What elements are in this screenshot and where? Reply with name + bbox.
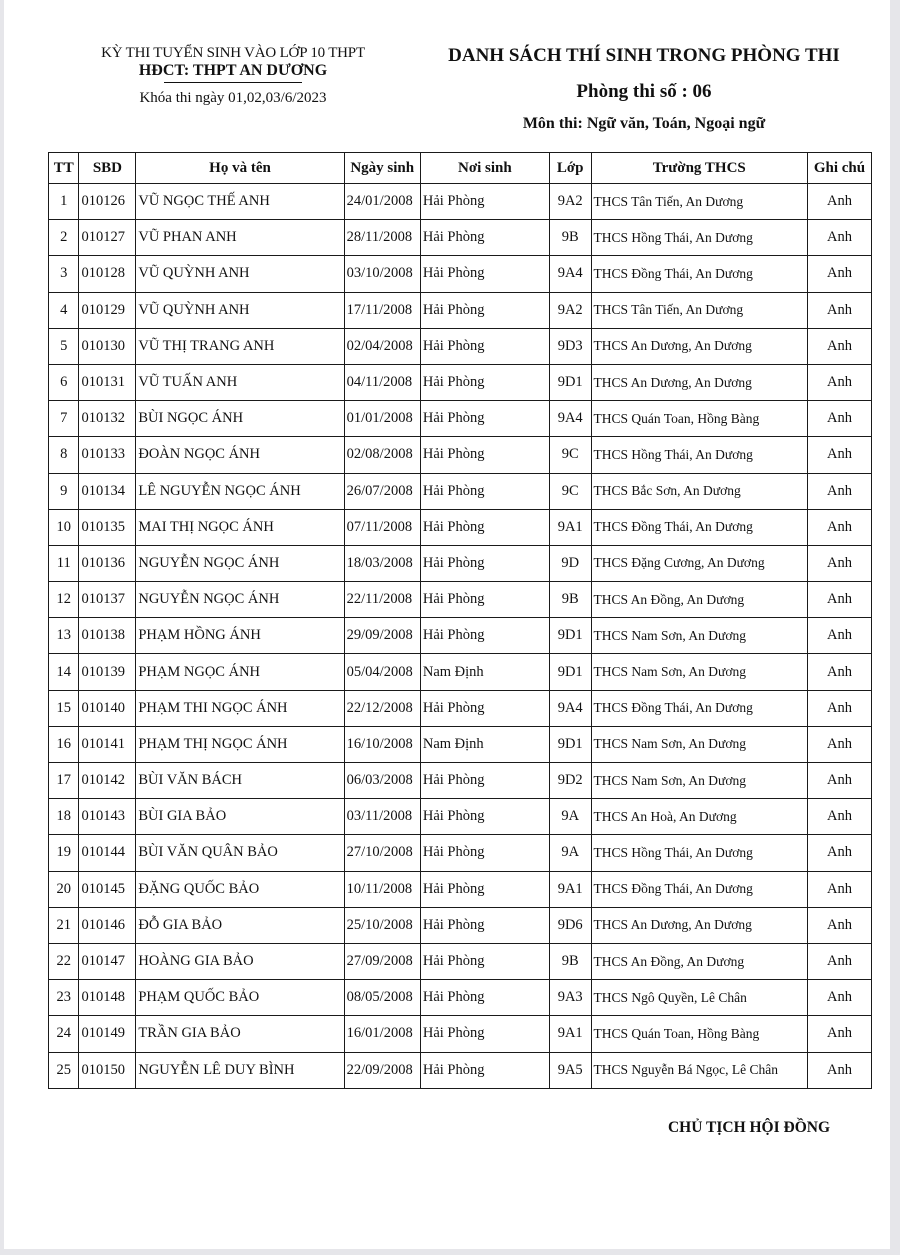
- cell-school: THCS Hồng Thái, An Dương: [591, 220, 807, 256]
- cell-sbd: 010143: [79, 799, 136, 835]
- cell-school: THCS Đồng Thái, An Dương: [591, 690, 807, 726]
- col-header-school: Trường THCS: [591, 153, 807, 184]
- cell-tt: 9: [49, 473, 79, 509]
- cell-school: THCS Nam Sơn, An Dương: [591, 726, 807, 762]
- cell-tt: 3: [49, 256, 79, 292]
- col-header-tt: TT: [49, 153, 79, 184]
- cell-tt: 2: [49, 220, 79, 256]
- cell-class: 9A2: [549, 292, 591, 328]
- cell-pob: Nam Định: [420, 654, 549, 690]
- cell-note: Anh: [807, 364, 871, 400]
- table-row: [49, 184, 872, 220]
- cell-sbd: 010140: [79, 690, 136, 726]
- cell-dob: 08/05/2008: [344, 980, 420, 1016]
- cell-sbd: 010144: [79, 835, 136, 871]
- cell-pob: Hải Phòng: [420, 690, 549, 726]
- cell-note: Anh: [807, 799, 871, 835]
- cell-school: THCS An Dương, An Dương: [591, 907, 807, 943]
- table-row: [49, 907, 872, 943]
- table-row: [49, 726, 872, 762]
- cell-dob: 04/11/2008: [344, 364, 420, 400]
- cell-class: 9A3: [549, 980, 591, 1016]
- cell-tt: 23: [49, 980, 79, 1016]
- cell-school: THCS Tân Tiến, An Dương: [591, 184, 807, 220]
- cell-name: PHẠM HỒNG ÁNH: [136, 618, 344, 654]
- cell-note: Anh: [807, 328, 871, 364]
- cell-tt: 25: [49, 1052, 79, 1088]
- cell-note: Anh: [807, 220, 871, 256]
- cell-name: BÙI VĂN QUÂN BẢO: [136, 835, 344, 871]
- cell-sbd: 010148: [79, 980, 136, 1016]
- cell-sbd: 010132: [79, 401, 136, 437]
- table-row: [49, 582, 872, 618]
- cell-note: Anh: [807, 256, 871, 292]
- cell-note: Anh: [807, 907, 871, 943]
- cell-sbd: 010135: [79, 509, 136, 545]
- exam-title: KỲ THI TUYỂN SINH VÀO LỚP 10 THPT: [101, 45, 365, 61]
- cell-name: LÊ NGUYỄN NGỌC ÁNH: [136, 473, 344, 509]
- cell-pob: Hải Phòng: [420, 835, 549, 871]
- cell-class: 9B: [549, 220, 591, 256]
- exam-dates: Khóa thi ngày 01,02,03/6/2023: [139, 90, 327, 106]
- cell-pob: Hải Phòng: [420, 799, 549, 835]
- table-row: [49, 364, 872, 400]
- cell-name: VŨ QUỲNH ANH: [136, 256, 344, 292]
- cell-tt: 13: [49, 618, 79, 654]
- cell-note: Anh: [807, 871, 871, 907]
- cell-tt: 4: [49, 292, 79, 328]
- cell-class: 9B: [549, 943, 591, 979]
- cell-class: 9A4: [549, 401, 591, 437]
- cell-sbd: 010146: [79, 907, 136, 943]
- cell-pob: Hải Phòng: [420, 871, 549, 907]
- council-name: HĐCT: THPT AN DƯƠNG: [138, 62, 328, 79]
- cell-dob: 10/11/2008: [344, 871, 420, 907]
- cell-class: 9A2: [549, 184, 591, 220]
- cell-dob: 02/04/2008: [344, 328, 420, 364]
- cell-tt: 14: [49, 654, 79, 690]
- cell-name: VŨ QUỲNH ANH: [136, 292, 344, 328]
- cell-dob: 01/01/2008: [344, 401, 420, 437]
- cell-note: Anh: [807, 473, 871, 509]
- cell-dob: 25/10/2008: [344, 907, 420, 943]
- cell-note: Anh: [807, 401, 871, 437]
- cell-tt: 17: [49, 763, 79, 799]
- table-header-row: [49, 153, 872, 184]
- cell-school: THCS Hồng Thái, An Dương: [591, 437, 807, 473]
- cell-tt: 8: [49, 437, 79, 473]
- cell-name: NGUYỄN NGỌC ÁNH: [136, 545, 344, 581]
- cell-sbd: 010141: [79, 726, 136, 762]
- cell-note: Anh: [807, 184, 871, 220]
- cell-sbd: 010139: [79, 654, 136, 690]
- cell-school: THCS An Hoà, An Dương: [591, 799, 807, 835]
- table-row: [49, 1052, 872, 1088]
- cell-tt: 11: [49, 545, 79, 581]
- cell-pob: Hải Phòng: [420, 618, 549, 654]
- cell-name: TRẦN GIA BẢO: [136, 1016, 344, 1052]
- room-number: Phòng thi số : 06: [576, 81, 712, 102]
- table-row: [49, 690, 872, 726]
- cell-school: THCS Đặng Cương, An Dương: [591, 545, 807, 581]
- cell-note: Anh: [807, 1016, 871, 1052]
- cell-note: Anh: [807, 292, 871, 328]
- cell-pob: Hải Phòng: [420, 943, 549, 979]
- cell-pob: Hải Phòng: [420, 292, 549, 328]
- cell-tt: 1: [49, 184, 79, 220]
- cell-note: Anh: [807, 437, 871, 473]
- document-page: [4, 0, 890, 1249]
- cell-sbd: 010150: [79, 1052, 136, 1088]
- cell-dob: 16/01/2008: [344, 1016, 420, 1052]
- table-row: [49, 328, 872, 364]
- cell-school: THCS Nguyễn Bá Ngọc, Lê Chân: [591, 1052, 807, 1088]
- cell-name: ĐẶNG QUỐC BẢO: [136, 871, 344, 907]
- table-row: [49, 763, 872, 799]
- cell-dob: 06/03/2008: [344, 763, 420, 799]
- cell-name: VŨ NGỌC THẾ ANH: [136, 184, 344, 220]
- cell-class: 9D1: [549, 618, 591, 654]
- cell-school: THCS Ngô Quyền, Lê Chân: [591, 980, 807, 1016]
- cell-dob: 22/11/2008: [344, 582, 420, 618]
- header-left: [78, 44, 388, 107]
- cell-pob: Hải Phòng: [420, 473, 549, 509]
- cell-note: Anh: [807, 509, 871, 545]
- cell-class: 9A1: [549, 509, 591, 545]
- cell-class: 9A4: [549, 690, 591, 726]
- cell-tt: 21: [49, 907, 79, 943]
- cell-name: VŨ TUẤN ANH: [136, 364, 344, 400]
- cell-pob: Hải Phòng: [420, 220, 549, 256]
- cell-dob: 18/03/2008: [344, 545, 420, 581]
- cell-class: 9D6: [549, 907, 591, 943]
- document-title: DANH SÁCH THÍ SINH TRONG PHÒNG THI: [448, 45, 840, 66]
- cell-dob: 05/04/2008: [344, 654, 420, 690]
- cell-tt: 24: [49, 1016, 79, 1052]
- col-header-sbd: SBD: [79, 153, 136, 184]
- table-row: [49, 871, 872, 907]
- cell-pob: Hải Phòng: [420, 401, 549, 437]
- col-header-class: Lớp: [549, 153, 591, 184]
- table-row: [49, 654, 872, 690]
- cell-dob: 03/11/2008: [344, 799, 420, 835]
- cell-name: HOÀNG GIA BẢO: [136, 943, 344, 979]
- cell-tt: 10: [49, 509, 79, 545]
- cell-sbd: 010126: [79, 184, 136, 220]
- cell-tt: 6: [49, 364, 79, 400]
- cell-dob: 27/10/2008: [344, 835, 420, 871]
- cell-school: THCS Quán Toan, Hồng Bàng: [591, 401, 807, 437]
- cell-name: ĐỖ GIA BẢO: [136, 907, 344, 943]
- header-right: [404, 44, 884, 134]
- cell-sbd: 010129: [79, 292, 136, 328]
- header-underline: [164, 82, 302, 83]
- col-header-dob: Ngày sinh: [344, 153, 420, 184]
- cell-dob: 26/07/2008: [344, 473, 420, 509]
- signature-title: CHỦ TỊCH HỘI ĐỒNG: [667, 1119, 831, 1136]
- cell-school: THCS Tân Tiến, An Dương: [591, 292, 807, 328]
- cell-class: 9C: [549, 473, 591, 509]
- cell-tt: 5: [49, 328, 79, 364]
- cell-school: THCS Hồng Thái, An Dương: [591, 835, 807, 871]
- table-row: [49, 799, 872, 835]
- cell-sbd: 010134: [79, 473, 136, 509]
- cell-note: Anh: [807, 763, 871, 799]
- table-row: [49, 401, 872, 437]
- cell-sbd: 010133: [79, 437, 136, 473]
- cell-school: THCS Bắc Sơn, An Dương: [591, 473, 807, 509]
- cell-class: 9C: [549, 437, 591, 473]
- cell-dob: 22/09/2008: [344, 1052, 420, 1088]
- cell-school: THCS An Dương, An Dương: [591, 364, 807, 400]
- table-row: [49, 835, 872, 871]
- cell-name: PHẠM QUỐC BẢO: [136, 980, 344, 1016]
- table-row: [49, 473, 872, 509]
- col-header-pob: Nơi sinh: [420, 153, 549, 184]
- table-row: [49, 509, 872, 545]
- cell-school: THCS Nam Sơn, An Dương: [591, 763, 807, 799]
- cell-name: NGUYỄN NGỌC ÁNH: [136, 582, 344, 618]
- table-row: [49, 980, 872, 1016]
- cell-tt: 15: [49, 690, 79, 726]
- cell-dob: 27/09/2008: [344, 943, 420, 979]
- cell-class: 9D2: [549, 763, 591, 799]
- cell-note: Anh: [807, 726, 871, 762]
- cell-sbd: 010127: [79, 220, 136, 256]
- cell-tt: 20: [49, 871, 79, 907]
- cell-school: THCS Đồng Thái, An Dương: [591, 871, 807, 907]
- cell-dob: 24/01/2008: [344, 184, 420, 220]
- table-row: [49, 256, 872, 292]
- cell-note: Anh: [807, 690, 871, 726]
- cell-tt: 18: [49, 799, 79, 835]
- table-row: [49, 545, 872, 581]
- cell-dob: 16/10/2008: [344, 726, 420, 762]
- col-header-note: Ghi chú: [807, 153, 871, 184]
- cell-pob: Hải Phòng: [420, 364, 549, 400]
- cell-pob: Hải Phòng: [420, 1052, 549, 1088]
- cell-sbd: 010149: [79, 1016, 136, 1052]
- cell-class: 9A1: [549, 1016, 591, 1052]
- table-row: [49, 437, 872, 473]
- cell-note: Anh: [807, 943, 871, 979]
- table-row: [49, 292, 872, 328]
- cell-class: 9D3: [549, 328, 591, 364]
- cell-pob: Hải Phòng: [420, 509, 549, 545]
- cell-note: Anh: [807, 545, 871, 581]
- cell-dob: 02/08/2008: [344, 437, 420, 473]
- table-row: [49, 1016, 872, 1052]
- cell-tt: 19: [49, 835, 79, 871]
- cell-name: BÙI NGỌC ÁNH: [136, 401, 344, 437]
- cell-name: BÙI GIA BẢO: [136, 799, 344, 835]
- exam-subjects: Môn thi: Ngữ văn, Toán, Ngoại ngữ: [522, 115, 766, 132]
- cell-class: 9D1: [549, 726, 591, 762]
- cell-name: BÙI VĂN BÁCH: [136, 763, 344, 799]
- cell-class: 9A4: [549, 256, 591, 292]
- cell-tt: 12: [49, 582, 79, 618]
- cell-note: Anh: [807, 654, 871, 690]
- table-row: [49, 220, 872, 256]
- cell-school: THCS Nam Sơn, An Dương: [591, 618, 807, 654]
- cell-pob: Hải Phòng: [420, 980, 549, 1016]
- cell-note: Anh: [807, 582, 871, 618]
- cell-tt: 7: [49, 401, 79, 437]
- cell-class: 9A: [549, 835, 591, 871]
- cell-name: PHẠM NGỌC ÁNH: [136, 654, 344, 690]
- cell-dob: 22/12/2008: [344, 690, 420, 726]
- col-header-name: Họ và tên: [136, 153, 344, 184]
- cell-tt: 16: [49, 726, 79, 762]
- cell-sbd: 010128: [79, 256, 136, 292]
- cell-dob: 07/11/2008: [344, 509, 420, 545]
- cell-pob: Hải Phòng: [420, 437, 549, 473]
- cell-note: Anh: [807, 980, 871, 1016]
- cell-school: THCS Đồng Thái, An Dương: [591, 256, 807, 292]
- cell-class: 9D: [549, 545, 591, 581]
- cell-note: Anh: [807, 835, 871, 871]
- cell-name: ĐOÀN NGỌC ÁNH: [136, 437, 344, 473]
- table-row: [49, 943, 872, 979]
- cell-class: 9B: [549, 582, 591, 618]
- cell-pob: Hải Phòng: [420, 1016, 549, 1052]
- cell-tt: 22: [49, 943, 79, 979]
- cell-class: 9A5: [549, 1052, 591, 1088]
- cell-school: THCS An Dương, An Dương: [591, 328, 807, 364]
- cell-pob: Hải Phòng: [420, 328, 549, 364]
- cell-dob: 03/10/2008: [344, 256, 420, 292]
- cell-class: 9D1: [549, 654, 591, 690]
- cell-sbd: 010147: [79, 943, 136, 979]
- cell-sbd: 010137: [79, 582, 136, 618]
- cell-name: PHẠM THỊ NGỌC ÁNH: [136, 726, 344, 762]
- cell-sbd: 010131: [79, 364, 136, 400]
- cell-pob: Hải Phòng: [420, 763, 549, 799]
- candidate-table: [48, 152, 872, 1089]
- cell-dob: 29/09/2008: [344, 618, 420, 654]
- cell-dob: 28/11/2008: [344, 220, 420, 256]
- cell-school: THCS An Đồng, An Dương: [591, 943, 807, 979]
- cell-school: THCS Quán Toan, Hồng Bàng: [591, 1016, 807, 1052]
- cell-sbd: 010130: [79, 328, 136, 364]
- cell-name: MAI THỊ NGỌC ÁNH: [136, 509, 344, 545]
- cell-note: Anh: [807, 618, 871, 654]
- cell-pob: Hải Phòng: [420, 545, 549, 581]
- cell-sbd: 010136: [79, 545, 136, 581]
- cell-sbd: 010138: [79, 618, 136, 654]
- cell-school: THCS Nam Sơn, An Dương: [591, 654, 807, 690]
- cell-name: VŨ PHAN ANH: [136, 220, 344, 256]
- cell-pob: Hải Phòng: [420, 184, 549, 220]
- cell-class: 9A: [549, 799, 591, 835]
- cell-name: NGUYỄN LÊ DUY BÌNH: [136, 1052, 344, 1088]
- cell-pob: Hải Phòng: [420, 907, 549, 943]
- cell-sbd: 010145: [79, 871, 136, 907]
- cell-class: 9A1: [549, 871, 591, 907]
- cell-sbd: 010142: [79, 763, 136, 799]
- cell-name: PHẠM THI NGỌC ÁNH: [136, 690, 344, 726]
- cell-note: Anh: [807, 1052, 871, 1088]
- cell-class: 9D1: [549, 364, 591, 400]
- cell-pob: Hải Phòng: [420, 582, 549, 618]
- cell-school: THCS Đồng Thái, An Dương: [591, 509, 807, 545]
- cell-pob: Hải Phòng: [420, 256, 549, 292]
- cell-pob: Nam Định: [420, 726, 549, 762]
- cell-school: THCS An Đồng, An Dương: [591, 582, 807, 618]
- table-row: [49, 618, 872, 654]
- cell-name: VŨ THỊ TRANG ANH: [136, 328, 344, 364]
- table-body: [49, 184, 872, 1089]
- cell-dob: 17/11/2008: [344, 292, 420, 328]
